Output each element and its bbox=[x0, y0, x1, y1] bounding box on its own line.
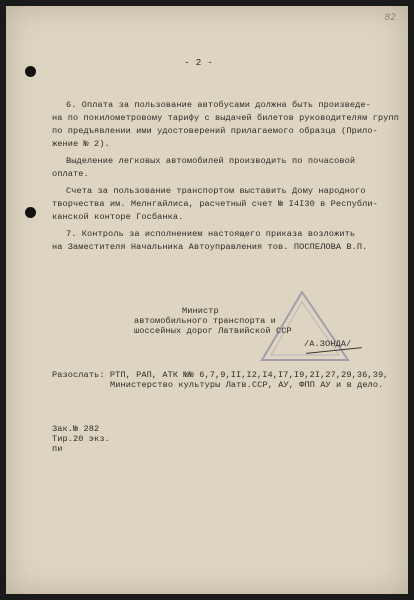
punch-hole-top bbox=[25, 66, 36, 77]
signature-title-line-1: Министр bbox=[182, 306, 219, 316]
punch-hole-bottom bbox=[25, 207, 36, 218]
corner-note: 82 bbox=[384, 13, 396, 23]
paragraph-6-line-1: 6. Оплата за пользование автобусами должна быть произведе- bbox=[66, 100, 371, 110]
paragraph-6-line-4: жение № 2). bbox=[52, 139, 110, 149]
signature-title-line-2: автомобильного транспорта и bbox=[134, 316, 276, 326]
order-number: Зак.№ 282 bbox=[52, 424, 100, 434]
paragraph-6-line-3: по предъявлении ими удостоверений прилагаемого образца (Прило- bbox=[52, 126, 378, 136]
copies-count: Тир.20 экз. bbox=[52, 434, 110, 444]
page-number: - 2 - bbox=[184, 57, 214, 68]
paragraph-6-line-2: на по покилометровому тарифу с выдачей билетов руководителям групп bbox=[52, 113, 399, 123]
paragraph-cars-line-1: Выделение легковых автомобилей производить по почасовой bbox=[66, 156, 356, 166]
signature-title-line-3: шоссейных дорог Латвийской ССР bbox=[134, 326, 292, 336]
typist-initials: пи bbox=[52, 444, 63, 454]
paragraph-7-line-1: 7. Контроль за исполнением настоящего приказа возложить bbox=[66, 229, 356, 239]
paragraph-billing-line-1: Счета за пользование транспортом выставить Дому народного bbox=[66, 186, 366, 196]
paragraph-7-line-2: на Заместителя Начальника Автоуправления тов. ПОСПЕЛОВА В.П. bbox=[52, 242, 368, 252]
signatory-name: /А.ЗОНДА/ bbox=[304, 339, 352, 349]
paragraph-cars-line-2: оплате. bbox=[52, 169, 89, 179]
paragraph-billing-line-3: канской конторе Госбанка. bbox=[52, 212, 184, 222]
distribution-line-1: Разослать: РТП, РАП, АТК №№ 6,7,9,II,I2,I4,I7,I9,2I,27,29,36,39, bbox=[52, 370, 389, 380]
document-page bbox=[6, 6, 408, 594]
paragraph-billing-line-2: творчества им. Мелнгайлиса, расчетный счет № I4I30 в Республи- bbox=[52, 199, 378, 209]
distribution-line-2: Министерство культуры Латв.ССР, АУ, ФПП АУ и в дело. bbox=[110, 380, 384, 390]
